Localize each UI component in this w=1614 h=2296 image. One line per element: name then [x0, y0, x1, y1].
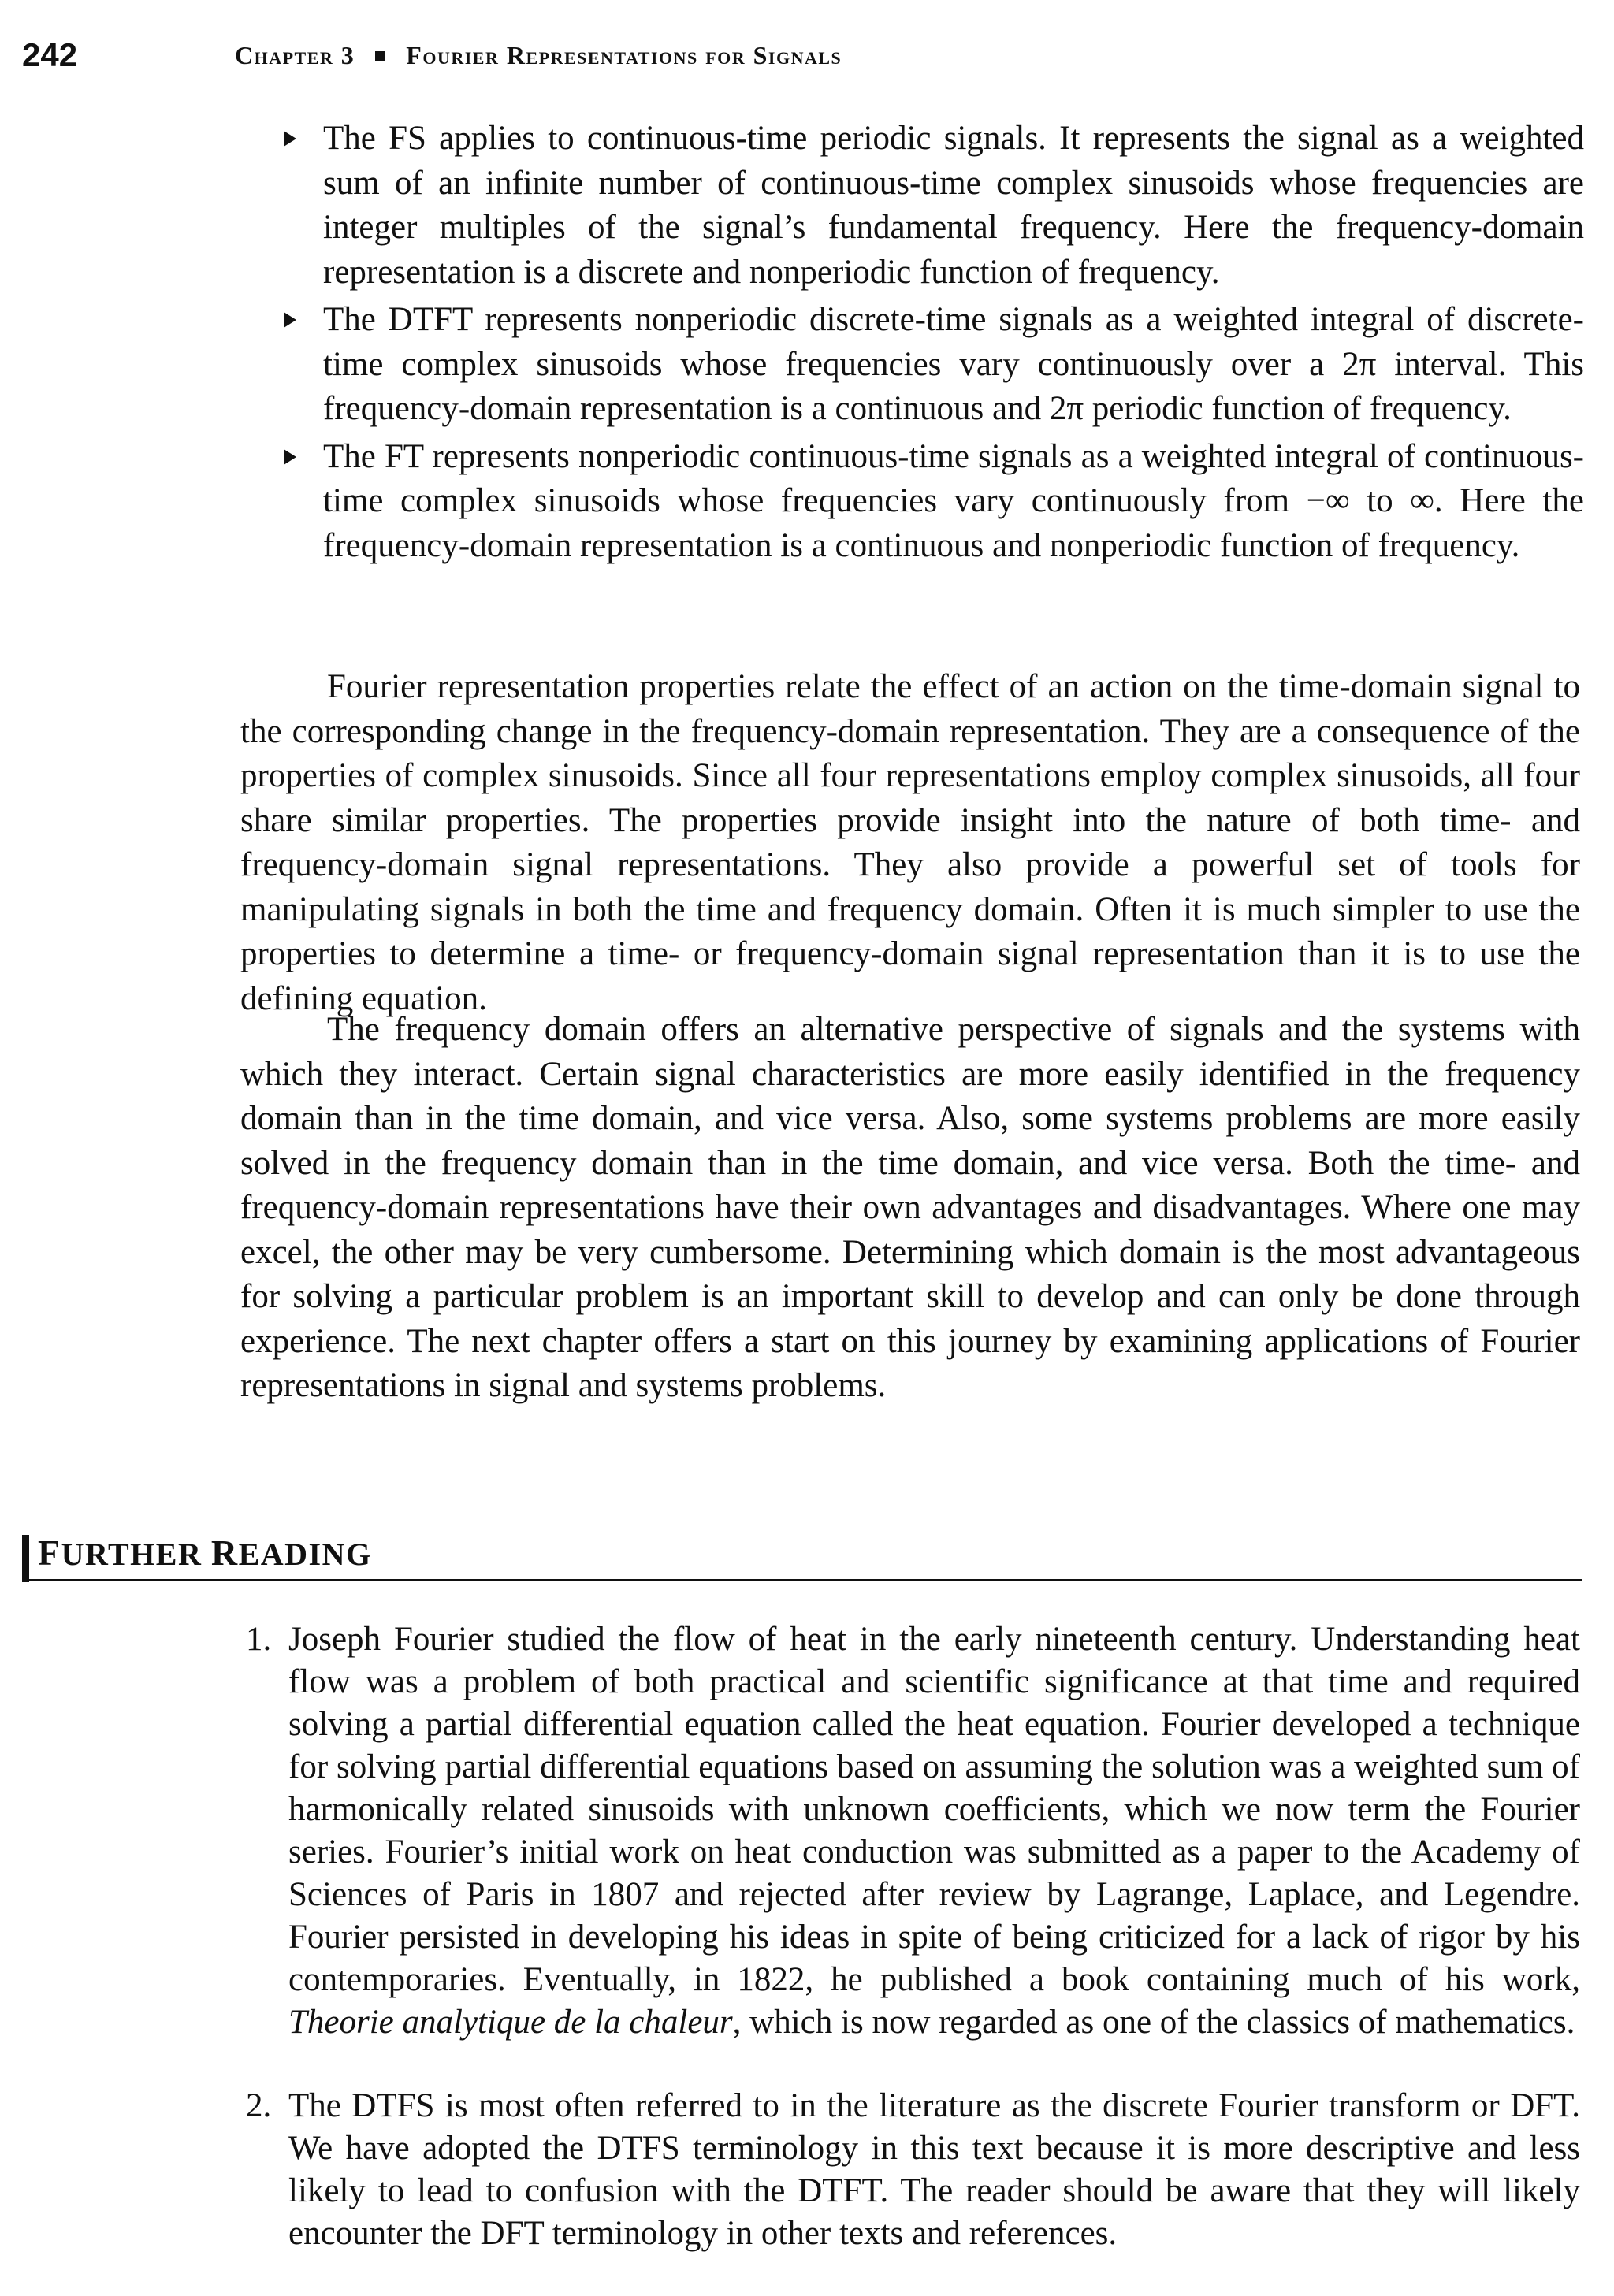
bullet-triangle-icon: [284, 312, 296, 328]
bullet-triangle-icon: [284, 449, 296, 465]
section-marker-bar: [22, 1535, 29, 1582]
chapter-label: Chapter 3: [235, 41, 355, 69]
reference-item: [246, 1618, 1580, 2044]
reference-item: [246, 2085, 1580, 2255]
running-head: [235, 41, 842, 70]
reference-number: 1.: [246, 1621, 272, 1658]
bullet-text: The DTFT represents nonperiodic discrete-time signals as a weighted integral of discrete-time complex sinusoids whose frequencies vary continuously over a 2π interval. This frequency-domain representation is a continuous and 2π periodic function of frequency.: [323, 301, 1584, 427]
bullet-text: The FT represents nonperiodic continuous-time signals as a weighted integral of continuous-time complex sinusoids whose frequencies vary continuously from −∞ to ∞. Here the frequency-domain representation is a continuous and nonperiodic function of frequency.: [323, 437, 1584, 564]
book-title: Theorie analytique de la chaleur: [288, 2004, 733, 2041]
bullet-triangle-icon: [284, 131, 296, 147]
bullet-dtft: [284, 298, 1584, 432]
chapter-title: Fourier Representations for Signals: [406, 41, 842, 69]
bullet-text: The FS applies to continuous-time periodic signals. It represents the signal as a weighted sum of an infinite number of continuous-time complex sinusoids whose frequencies are integer multiples of the signal’s fundamental frequency. Here the frequency-domain representation is a discrete and nonperiodic function of frequency.: [323, 120, 1584, 291]
further-reading-list: [246, 1618, 1580, 2296]
section-rule: [22, 1579, 1582, 1581]
page-header: [22, 36, 1582, 76]
page-number: 242: [22, 36, 78, 73]
separator-square-icon: [375, 51, 385, 61]
bullet-fs: [284, 117, 1584, 295]
reference-number: 2.: [246, 2087, 272, 2124]
bullet-ft: [284, 435, 1584, 569]
paragraph-properties: Fourier representation properties relate the effect of an action on the time-domain signal to the corresponding change in the frequency-domain representation. They are a consequence of the properties of complex sinusoids. Since all four representations employ complex sinusoids, all four share similar properties. The properties provide insight into the nature of both time- and frequency-domain signal representations. They also provide a powerful set of tools for manipulating signals in both the time and frequency domain. Often it is much simpler to use the properties to determine a time- or frequency-domain signal representation than it is to use the defining equation.: [240, 668, 1580, 1017]
reference-text-continued: , which is now regarded as one of the classics of mathematics.: [732, 2004, 1575, 2041]
representation-bullet-list: [284, 117, 1584, 571]
section-title-further-reading: FURTHER READING: [38, 1533, 372, 1573]
reference-text: Joseph Fourier studied the flow of heat in the early nineteenth century. Understanding heat flow was a problem of both practical and scientific significance at that time and required solving a partial differential equation called the heat equation. Fourier developed a technique for solving partial differential equations based on assuming the solution was a weighted sum of harmonically related sinusoids with unknown coefficients, which we now term the Fourier series. Fourier’s initial work on heat conduction was submitted as a paper to the Academy of Sciences of Paris in 1807 and rejected after review by Lagrange, Laplace, and Legendre. Fourier persisted in developing his ideas in spite of being criticized for a lack of rigor by his contemporaries. Eventually, in 1822, he published a book containing much of his work,: [288, 1621, 1580, 1998]
reference-text: The DTFS is most often referred to in the literature as the discrete Fourier transform or DFT. We have adopted the DTFS terminology in this text because it is more descriptive and less likely to lead to confusion with the DTFT. The reader should be aware that they will likely encounter the DFT terminology in other texts and references.: [288, 2087, 1580, 2252]
paragraph-frequency-domain: The frequency domain offers an alternative perspective of signals and the systems with which they interact. Certain signal characteristics are more easily identified in the frequency domain than in the time domain, and vice versa. Also, some systems problems are more easily solved in the frequency domain than in the time domain, and vice versa. Both the time- and frequency-domain representations have their own advantages and disadvantages. Where one may excel, the other may be very cumbersome. Determining which domain is the most advantageous for solving a particular problem is an important skill to develop and can only be done through experience. The next chapter offers a start on this journey by examining applications of Fourier representations in signal and systems problems.: [240, 1011, 1580, 1404]
